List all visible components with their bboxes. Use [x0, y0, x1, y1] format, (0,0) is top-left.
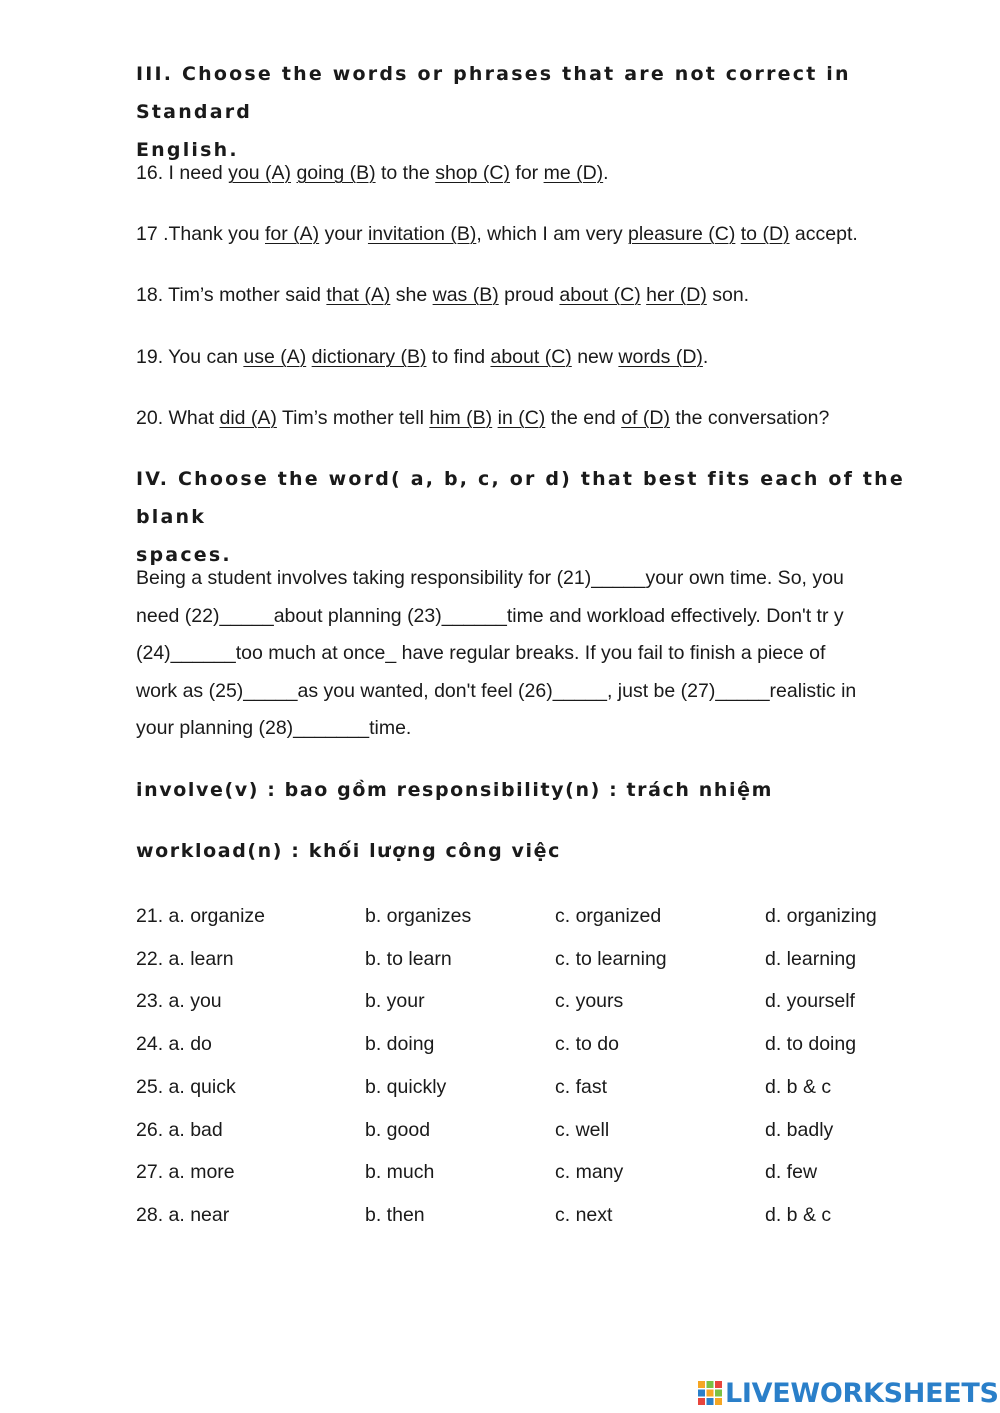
sentence-text: the conversation? — [669, 407, 830, 429]
answer-option: b. good — [365, 1118, 431, 1141]
sentence-text: , which I am very — [476, 223, 629, 245]
underlined-option: dictionary (B) — [311, 346, 427, 368]
sentence-text: son. — [706, 284, 750, 306]
underlined-option: about (C) — [490, 346, 572, 368]
sentence-text: she — [390, 284, 433, 306]
sentence-text: Tim’s mother tell — [276, 407, 430, 429]
underlined-option: for (A) — [265, 223, 320, 245]
sentence-text: accept. — [789, 223, 858, 245]
cloze-passage — [136, 560, 946, 748]
answer-option: 26. a. bad — [136, 1118, 223, 1141]
sentence-text: to the — [375, 162, 436, 184]
answer-option: 27. a. more — [136, 1161, 235, 1184]
underlined-option: him (B) — [429, 407, 493, 429]
answer-option: b. organizes — [365, 905, 472, 927]
sentence-text: . — [702, 346, 709, 368]
answer-option: c. fast — [555, 1075, 608, 1098]
question-16 — [136, 160, 956, 186]
underlined-option: her (D) — [646, 284, 707, 306]
underlined-option: me (D) — [543, 162, 604, 184]
passage-line: (24)______too much at once_ have regular breaks. If you fail to finish a piece of — [136, 642, 826, 664]
underlined-option: invitation (B) — [367, 223, 477, 245]
underlined-option: pleasure (C) — [628, 223, 736, 245]
section-4-heading: IV. Choose the word( a, b, c, or d) that best fits each of the blank spaces. — [136, 468, 905, 566]
answer-option: c. to do — [555, 1033, 619, 1056]
sentence-text: your — [319, 223, 368, 245]
option-row — [136, 1159, 956, 1185]
underlined-option: you (A) — [228, 162, 292, 184]
sentence-text: 17 .Thank you — [136, 223, 265, 245]
liveworksheets-logo — [697, 1376, 997, 1412]
answer-option: b. your — [365, 990, 425, 1013]
answer-option: c. many — [555, 1161, 624, 1184]
question-17 — [136, 221, 956, 247]
underlined-option: going (B) — [296, 162, 376, 184]
liveworksheets-logo-text: LIVEWORKSHEETS — [725, 1378, 999, 1409]
passage-line: Being a student involves taking responsibility for (21)_____your own time. So, you — [136, 567, 844, 589]
underlined-option: of (D) — [621, 407, 670, 429]
answer-option: b. much — [365, 1161, 435, 1184]
underlined-option: was (B) — [432, 284, 499, 306]
sentence-text: 20. What — [136, 407, 220, 429]
answer-option: 21. a. organize — [136, 905, 266, 927]
sentence-text: proud — [498, 284, 560, 306]
option-row — [136, 1202, 956, 1228]
answer-option: 24. a. do — [136, 1033, 212, 1056]
option-row — [136, 946, 956, 972]
answer-option: d. few — [765, 1161, 818, 1184]
answer-option: b. to learn — [365, 947, 452, 970]
underlined-option: use (A) — [243, 346, 307, 368]
sentence-text: . — [603, 162, 609, 184]
option-row — [136, 988, 956, 1014]
underlined-option: did (A) — [219, 407, 277, 429]
answer-option: c. next — [555, 1203, 613, 1226]
underlined-option: in (C) — [497, 407, 546, 429]
sentence-text: for — [509, 162, 544, 184]
sentence-text: 16. I need — [136, 162, 229, 184]
answer-option: d. to doing — [765, 1033, 857, 1056]
answer-option: c. yours — [555, 990, 624, 1013]
answer-option: 22. a. learn — [136, 947, 234, 970]
option-row — [136, 1074, 956, 1100]
answer-option: b. then — [365, 1203, 425, 1226]
sentence-text: 19. You can — [136, 346, 244, 368]
answer-option: 23. a. you — [136, 990, 222, 1013]
vocab-note-1: involve(v) : bao gồm responsibility(n) : trách nhiệm — [136, 779, 774, 801]
question-18 — [136, 282, 956, 308]
answer-option: c. to learning — [555, 947, 667, 970]
underlined-option: words (D) — [618, 346, 703, 368]
sentence-text: to find — [426, 346, 491, 368]
option-row — [136, 1031, 956, 1057]
section-3-heading: III. Choose the words or phrases that are not correct in Standard English. — [136, 63, 851, 161]
underlined-option: to (D) — [740, 223, 790, 245]
sentence-text: 18. Tim’s mother said — [136, 284, 327, 306]
vocab-note-2: workload(n) : khối lượng công việc — [136, 840, 562, 862]
answer-option: 25. a. quick — [136, 1075, 236, 1098]
answer-option: d. badly — [765, 1118, 834, 1141]
option-row — [136, 903, 956, 929]
question-19 — [136, 344, 956, 370]
sentence-text: new — [571, 346, 619, 368]
liveworksheets-logo-icon — [697, 1380, 723, 1406]
answer-option: d. yourself — [765, 990, 855, 1013]
passage-line: your planning (28)_______time. — [136, 717, 412, 739]
answer-option: b. doing — [365, 1033, 435, 1056]
answer-option: c. organized — [555, 905, 662, 927]
answer-option: d. b & c — [765, 1203, 832, 1226]
passage-line: work as (25)_____as you wanted, don't feel (26)_____, just be (27)_____realistic in — [136, 679, 857, 702]
option-row — [136, 1117, 956, 1143]
answer-option: d. learning — [765, 947, 857, 970]
answer-option: b. quickly — [365, 1075, 447, 1098]
answer-option: d. b & c — [765, 1075, 832, 1098]
answer-option: 28. a. near — [136, 1203, 230, 1226]
answer-option: c. well — [555, 1118, 610, 1141]
underlined-option: that (A) — [326, 284, 391, 306]
sentence-text: the end — [545, 407, 622, 429]
question-20 — [136, 405, 956, 431]
underlined-option: about (C) — [559, 284, 641, 306]
answer-option: d. organizing — [765, 905, 877, 927]
passage-line: need (22)_____about planning (23)______time and workload effectively. Don't tr y — [136, 604, 844, 627]
underlined-option: shop (C) — [435, 162, 510, 184]
